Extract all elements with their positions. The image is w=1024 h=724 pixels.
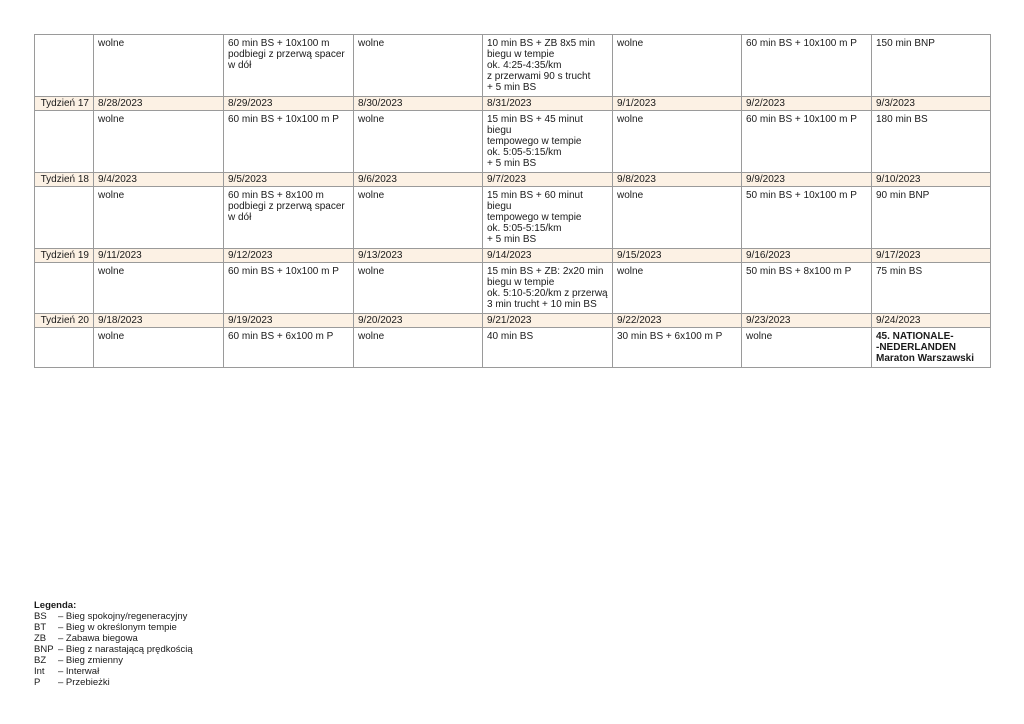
workout-cell: wolne [354,263,483,314]
workout-cell: wolne [94,111,224,173]
legend-item [34,677,193,688]
workout-cell [35,263,94,314]
legend-abbr: P [34,677,41,688]
legend-description: – Bieg w określonym tempie [58,622,177,633]
date-cell: 8/31/2023 [483,97,613,111]
legend-abbr: BZ [34,655,47,666]
week-label: Tydzień 17 [35,97,94,111]
workout-cell: wolne [94,35,224,97]
workout-row [35,187,991,249]
legend-item [34,611,193,622]
workout-cell: 60 min BS + 10x100 m P [224,111,354,173]
date-cell: 9/4/2023 [94,173,224,187]
workout-cell: wolne [94,187,224,249]
date-cell: 9/12/2023 [224,249,354,263]
workout-cell: 50 min BS + 8x100 m P [742,263,872,314]
workout-cell: 60 min BS + 10x100 m P [742,35,872,97]
workout-cell: wolne [354,187,483,249]
date-cell: 9/5/2023 [224,173,354,187]
date-cell: 8/29/2023 [224,97,354,111]
workout-cell [35,35,94,97]
date-cell: 9/1/2023 [613,97,742,111]
legend-description: – Bieg spokojny/regeneracyjny [58,611,188,622]
workout-cell: wolne [94,263,224,314]
date-cell: 8/30/2023 [354,97,483,111]
legend [34,600,193,688]
date-cell: 9/9/2023 [742,173,872,187]
date-cell: 9/16/2023 [742,249,872,263]
workout-cell: wolne [613,187,742,249]
date-cell: 9/13/2023 [354,249,483,263]
date-cell: 8/28/2023 [94,97,224,111]
date-cell: 9/10/2023 [872,173,991,187]
legend-abbr: BS [34,611,47,622]
workout-cell: 45. NATIONALE- -NEDERLANDEN Maraton Warszawski [872,328,991,368]
workout-cell: wolne [613,263,742,314]
legend-item [34,622,193,633]
legend-description: – Bieg zmienny [58,655,123,666]
workout-cell: 30 min BS + 6x100 m P [613,328,742,368]
legend-description: – Zabawa biegowa [58,633,138,644]
workout-cell: 60 min BS + 10x100 m P [742,111,872,173]
workout-cell: 15 min BS + ZB: 2x20 min biegu w tempie ok. 5:10-5:20/km z przerwą 3 min trucht + 10 min BS [483,263,613,314]
workout-cell: 150 min BNP [872,35,991,97]
date-cell: 9/22/2023 [613,314,742,328]
workout-cell: wolne [742,328,872,368]
legend-abbr: Int [34,666,45,677]
workout-cell: 50 min BS + 10x100 m P [742,187,872,249]
workout-cell: 60 min BS + 10x100 m P [224,263,354,314]
workout-cell: 60 min BS + 10x100 m podbiegi z przerwą spacer w dół [224,35,354,97]
workout-cell: 60 min BS + 8x100 m podbiegi z przerwą spacer w dół [224,187,354,249]
date-cell: 9/7/2023 [483,173,613,187]
workout-row [35,328,991,368]
workout-cell: 40 min BS [483,328,613,368]
workout-cell: wolne [613,111,742,173]
workout-row [35,35,991,97]
workout-cell: 15 min BS + 60 minut biegu tempowego w tempie ok. 5:05-5:15/km + 5 min BS [483,187,613,249]
workout-cell: 180 min BS [872,111,991,173]
week-date-row [35,173,991,187]
week-label: Tydzień 20 [35,314,94,328]
week-label: Tydzień 19 [35,249,94,263]
workout-cell: wolne [613,35,742,97]
legend-description: – Przebieżki [58,677,110,688]
date-cell: 9/11/2023 [94,249,224,263]
legend-items [34,611,193,688]
workout-cell: 75 min BS [872,263,991,314]
date-cell: 9/18/2023 [94,314,224,328]
legend-item [34,666,193,677]
workout-cell [35,111,94,173]
workout-cell: wolne [354,111,483,173]
week-date-row [35,314,991,328]
workout-cell: wolne [354,35,483,97]
workout-cell [35,328,94,368]
date-cell: 9/15/2023 [613,249,742,263]
legend-item [34,655,193,666]
date-cell: 9/14/2023 [483,249,613,263]
workout-cell: wolne [94,328,224,368]
workout-cell: 90 min BNP [872,187,991,249]
workout-cell [35,187,94,249]
date-cell: 9/2/2023 [742,97,872,111]
workout-cell: 15 min BS + 45 minut biegu tempowego w tempie ok. 5:05-5:15/km + 5 min BS [483,111,613,173]
workout-cell: 60 min BS + 6x100 m P [224,328,354,368]
date-cell: 9/3/2023 [872,97,991,111]
legend-item [34,644,193,655]
date-cell: 9/21/2023 [483,314,613,328]
legend-abbr: BNP [34,644,54,655]
schedule-body [35,35,991,368]
date-cell: 9/20/2023 [354,314,483,328]
week-date-row [35,249,991,263]
legend-abbr: BT [34,622,47,633]
date-cell: 9/24/2023 [872,314,991,328]
date-cell: 9/19/2023 [224,314,354,328]
date-cell: 9/23/2023 [742,314,872,328]
legend-description: – Bieg z narastającą prędkością [58,644,193,655]
workout-cell: 10 min BS + ZB 8x5 min biegu w tempie ok. 4:25-4:35/km z przerwami 90 s trucht + 5 min BS [483,35,613,97]
date-cell: 9/8/2023 [613,173,742,187]
date-cell: 9/17/2023 [872,249,991,263]
workout-row [35,263,991,314]
legend-item [34,633,193,644]
workout-row [35,111,991,173]
legend-title: Legenda: [34,600,77,611]
workout-cell: wolne [354,328,483,368]
legend-abbr: ZB [34,633,47,644]
week-label: Tydzień 18 [35,173,94,187]
training-schedule-table [34,34,991,368]
week-date-row [35,97,991,111]
date-cell: 9/6/2023 [354,173,483,187]
legend-description: – Interwał [58,666,100,677]
